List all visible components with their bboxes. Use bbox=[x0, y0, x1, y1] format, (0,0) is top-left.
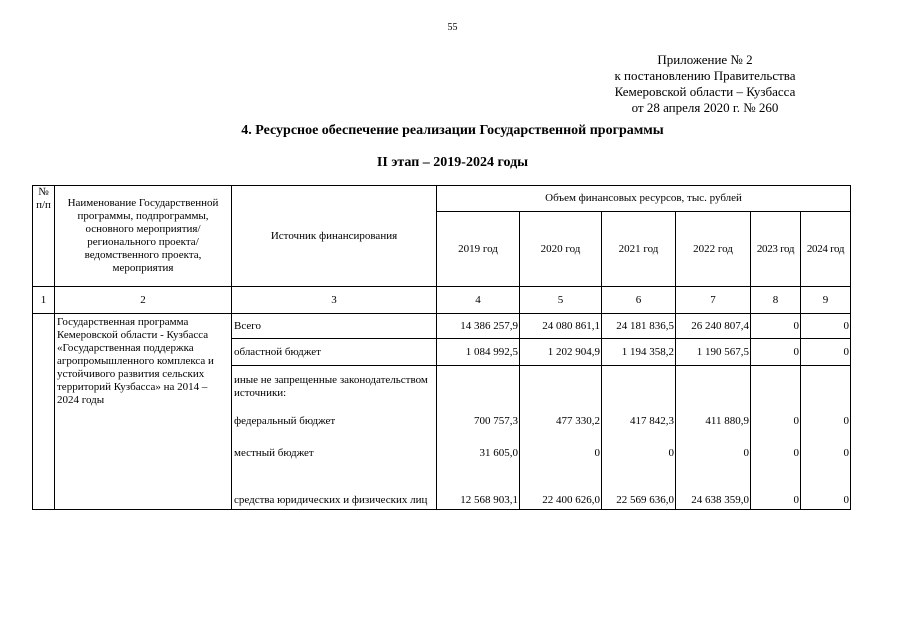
stage-title: II этап – 2019-2024 годы bbox=[376, 155, 529, 170]
value-cell bbox=[602, 366, 676, 408]
value-cell: 0 bbox=[676, 436, 751, 472]
source-cell: областной бюджет bbox=[232, 339, 437, 366]
source-cell: федеральный бюджет bbox=[232, 408, 437, 436]
value-cell bbox=[437, 366, 520, 408]
value-cell: 411 880,9 bbox=[676, 408, 751, 436]
source-cell: Всего bbox=[232, 314, 437, 339]
value-cell: 1 202 904,9 bbox=[520, 339, 602, 366]
value-cell: 24 638 359,0 bbox=[676, 472, 751, 510]
value-cell: 31 605,0 bbox=[437, 436, 520, 472]
value-cell: 0 bbox=[801, 436, 851, 472]
value-cell: 22 400 626,0 bbox=[520, 472, 602, 510]
header-year-2021: 2021 год bbox=[602, 212, 676, 287]
value-cell: 0 bbox=[801, 314, 851, 339]
column-number: 5 bbox=[520, 287, 602, 314]
header-year-2022: 2022 год bbox=[676, 212, 751, 287]
value-cell: 1 084 992,5 bbox=[437, 339, 520, 366]
value-cell: 0 bbox=[801, 339, 851, 366]
program-name: Государственная программа Кемеровской области - Кузбасса «Государственная поддержка агропромышленного комплекса и устойчивого развития сельских территорий Кузбасса» на 2014 – 2024 годы bbox=[55, 314, 232, 510]
value-cell: 0 bbox=[751, 472, 801, 510]
row-num bbox=[33, 314, 55, 510]
value-cell: 12 568 903,1 bbox=[437, 472, 520, 510]
value-cell: 14 386 257,9 bbox=[437, 314, 520, 339]
value-cell: 0 bbox=[801, 408, 851, 436]
value-cell: 22 569 636,0 bbox=[602, 472, 676, 510]
column-number: 9 bbox=[801, 287, 851, 314]
value-cell: 0 bbox=[602, 436, 676, 472]
value-cell: 417 842,3 bbox=[602, 408, 676, 436]
resource-table bbox=[32, 185, 851, 510]
header-source: Источник финансирования bbox=[232, 186, 437, 287]
value-cell: 0 bbox=[751, 436, 801, 472]
value-cell: 0 bbox=[751, 314, 801, 339]
column-number: 7 bbox=[676, 287, 751, 314]
value-cell: 0 bbox=[751, 408, 801, 436]
appendix-line-4: от 28 апреля 2020 г. № 260 bbox=[631, 100, 779, 115]
value-cell: 24 080 861,1 bbox=[520, 314, 602, 339]
column-number: 1 bbox=[33, 287, 55, 314]
value-cell: 0 bbox=[520, 436, 602, 472]
appendix-line-2: к постановлению Правительства bbox=[614, 68, 796, 83]
value-cell: 0 bbox=[801, 472, 851, 510]
page-number: 55 bbox=[447, 22, 458, 33]
value-cell: 0 bbox=[751, 339, 801, 366]
header-volume: Объем финансовых ресурсов, тыс. рублей bbox=[437, 186, 851, 212]
section-title: 4. Ресурсное обеспечение реализации Государственной программы bbox=[241, 123, 664, 138]
column-number: 4 bbox=[437, 287, 520, 314]
appendix-block bbox=[560, 52, 850, 116]
value-cell: 700 757,3 bbox=[437, 408, 520, 436]
source-cell: средства юридических и физических лиц bbox=[232, 472, 437, 510]
source-cell: местный бюджет bbox=[232, 436, 437, 472]
header-year-2024: 2024 год bbox=[801, 212, 851, 287]
header-year-2023: 2023 год bbox=[751, 212, 801, 287]
other-sources-label: иные не запрещенные законодательством источники: bbox=[232, 366, 437, 408]
column-number-row bbox=[33, 287, 851, 314]
header-year-2019: 2019 год bbox=[437, 212, 520, 287]
column-number: 2 bbox=[55, 287, 232, 314]
value-cell bbox=[751, 366, 801, 408]
appendix-line-1: Приложение № 2 bbox=[657, 52, 753, 67]
value-cell: 477 330,2 bbox=[520, 408, 602, 436]
appendix-line-3: Кемеровской области – Кузбасса bbox=[614, 84, 796, 99]
table-row bbox=[33, 314, 851, 339]
header-num: № п/п bbox=[33, 186, 55, 287]
value-cell bbox=[520, 366, 602, 408]
header-name: Наименование Государственной программы, подпрограммы, основного мероприятия/регионального проекта/ведомственного проекта, мероприятия bbox=[55, 186, 232, 287]
value-cell: 1 194 358,2 bbox=[602, 339, 676, 366]
header-year-2020: 2020 год bbox=[520, 212, 602, 287]
value-cell: 26 240 807,4 bbox=[676, 314, 751, 339]
column-number: 3 bbox=[232, 287, 437, 314]
value-cell: 24 181 836,5 bbox=[602, 314, 676, 339]
column-number: 6 bbox=[602, 287, 676, 314]
value-cell: 1 190 567,5 bbox=[676, 339, 751, 366]
column-number: 8 bbox=[751, 287, 801, 314]
value-cell bbox=[676, 366, 751, 408]
value-cell bbox=[801, 366, 851, 408]
